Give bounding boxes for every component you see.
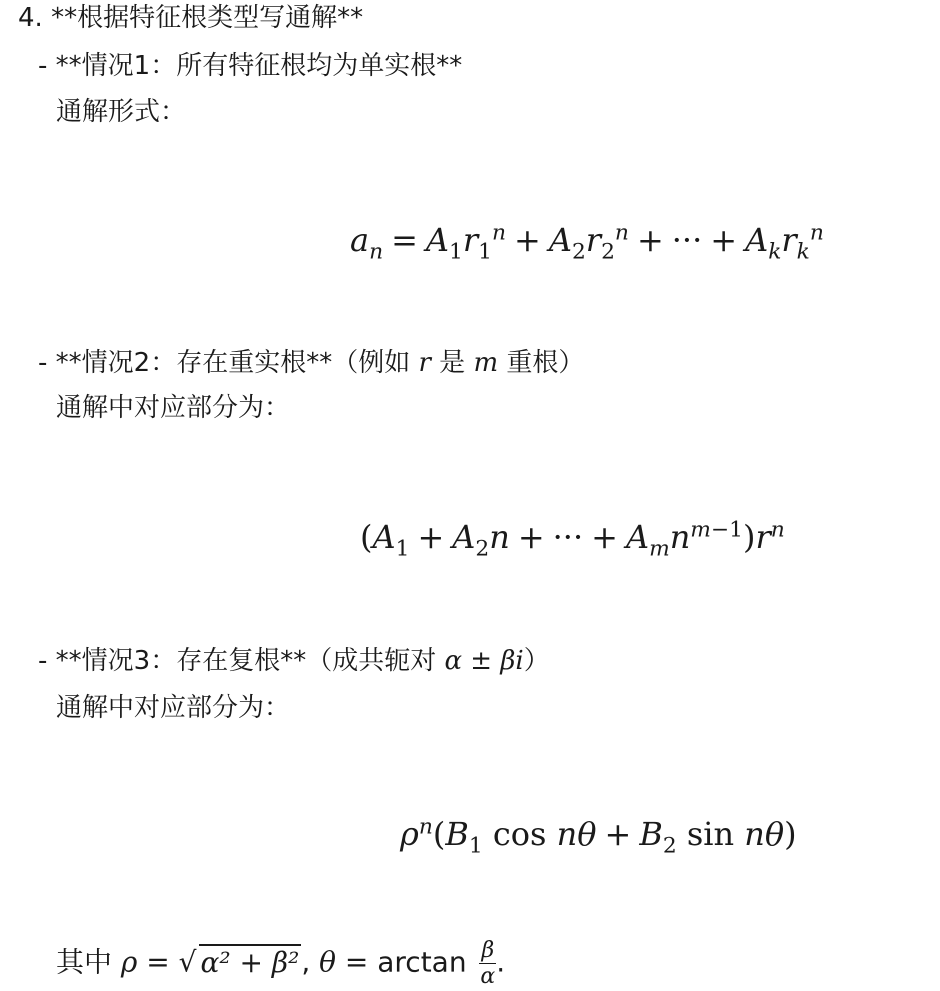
case3-suffix: ） — [523, 646, 550, 676]
case2-prefix: - **情况2：存在重实根**（例如 — [38, 348, 411, 378]
case2-suffix: 重根） — [506, 348, 585, 378]
case2-r: r — [418, 348, 431, 378]
case3-title — [38, 645, 550, 677]
where-rho: ρ — [120, 945, 138, 979]
case1-title: - **情况1：所有特征根均为单实根** — [38, 51, 463, 81]
case3-desc: 通解中对应部分为： — [56, 693, 291, 723]
case3-prefix: - **情况3：存在复根**（成共轭对 — [38, 646, 437, 676]
case2-m: m — [473, 348, 499, 378]
where-prefix: 其中 — [56, 945, 113, 979]
case2-desc: 通解中对应部分为： — [56, 393, 291, 423]
case1-desc: 通解形式： — [56, 97, 187, 127]
where-line: 其中 ρ = √ α² + β², θ = arctan $\frac{\beta}{\alpha}$ . — [56, 938, 506, 989]
formula-case3: $\rho^n(B_1$ $\cos n\theta + B_2$ sin nθ) — [400, 814, 797, 859]
case3-alpha-beta: α ± βi — [444, 646, 524, 676]
case2-title — [38, 347, 584, 379]
heading: 4. **根据特征根类型写通解** — [18, 3, 364, 33]
case2-mid: 是 — [439, 348, 466, 378]
where-theta: θ — [319, 945, 336, 979]
beta-over-alpha: $\frac{\beta}{\alpha}$ — [480, 938, 496, 989]
formula-case1: $a_n = A_1r_1^n + A_2r_2^n$ + ··· + $A_kr_k^n$ — [350, 220, 824, 265]
formula-case2: ($A_1 + A_2n$ + ··· + $A_mn^{m-1})r^n$ — [360, 517, 785, 562]
sqrt-content: α² + β² — [200, 945, 300, 979]
